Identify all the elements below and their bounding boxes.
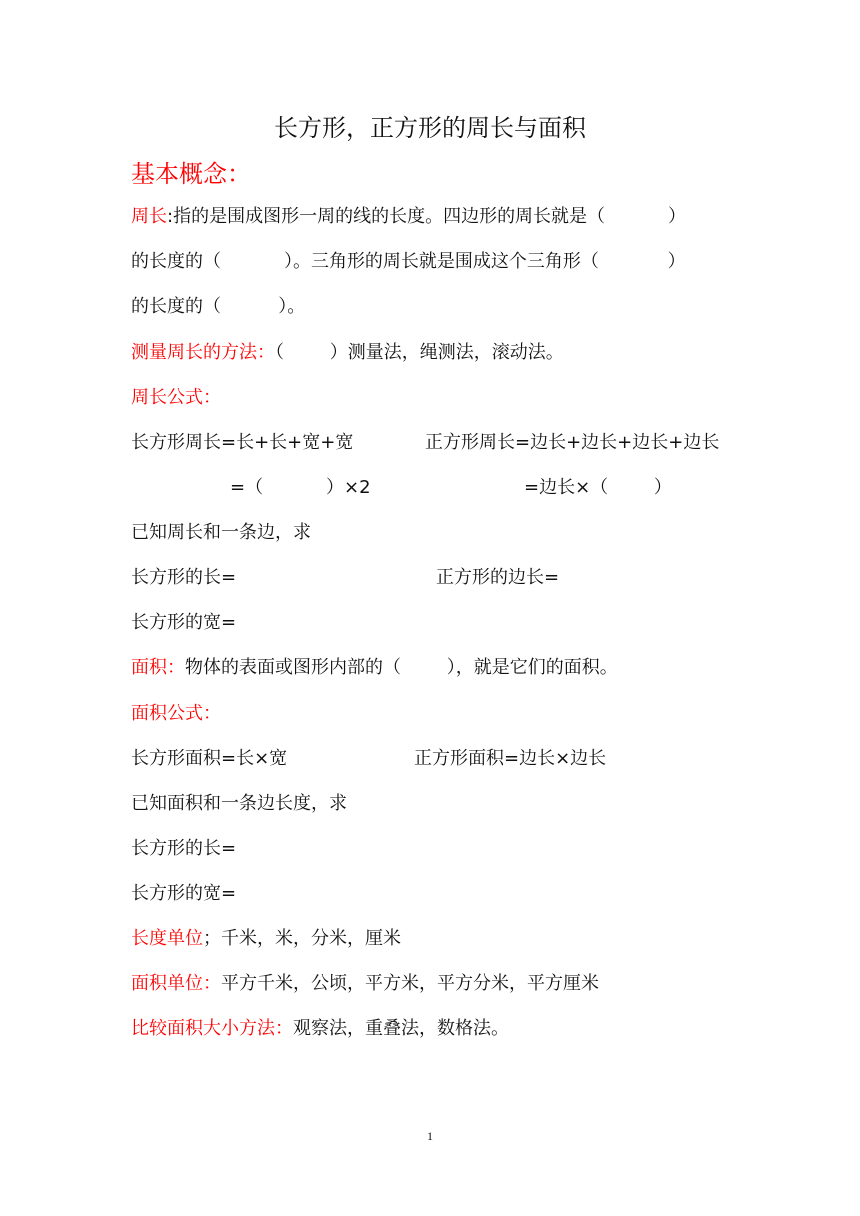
rect-area-formula: 长方形面积=长×宽 xyxy=(131,748,288,769)
rect-perimeter-simplified: =（ ）×2 xyxy=(230,477,371,498)
measure-method-line xyxy=(131,341,564,365)
length-units-label: 长度单位 xyxy=(131,928,203,949)
perimeter-definition-line-1 xyxy=(131,205,686,229)
rect-perimeter-formula: 长方形周长=长+长+宽+宽 xyxy=(131,432,354,453)
square-side-from-perimeter: 正方形的边长= xyxy=(436,567,560,588)
area-definition-text: 物体的表面或图形内部的（ ），就是它们的面积。 xyxy=(185,657,618,678)
square-perimeter-formula: 正方形周长=边长+边长+边长+边长 xyxy=(425,432,720,453)
compare-area-label: 比较面积大小方法： xyxy=(131,1018,293,1039)
area-units-text: 平方千米，公顷，平方米，平方分米，平方厘米 xyxy=(221,973,599,994)
area-definition-line xyxy=(131,656,618,680)
area-label: 面积： xyxy=(131,657,185,678)
rect-length-from-perimeter: 长方形的长= xyxy=(131,567,237,588)
perimeter-label: 周长 xyxy=(131,206,167,227)
given-perimeter-line: 已知周长和一条边，求 xyxy=(131,522,311,543)
measure-method-label: 测量周长的方法： xyxy=(131,342,275,363)
section-heading: 基本概念： xyxy=(131,160,251,188)
compare-area-line xyxy=(131,1017,509,1041)
square-perimeter-simplified: =边长×（ ） xyxy=(524,477,672,498)
rect-length-from-area: 长方形的长= xyxy=(131,838,237,859)
area-formula-label: 面积公式： xyxy=(131,703,221,724)
area-units-line xyxy=(131,972,599,996)
document-title: 长方形，正方形的周长与面积 xyxy=(274,114,586,142)
area-units-label: 面积单位： xyxy=(131,973,221,994)
perimeter-definition-line-3: 的长度的（ ）。 xyxy=(131,296,306,317)
length-units-text: ；千米，米，分米，厘米 xyxy=(203,928,401,949)
given-area-line: 已知面积和一条边长度，求 xyxy=(131,793,347,814)
perimeter-definition-line-2: 的长度的（ ）。三角形的周长就是围成这个三角形（ ） xyxy=(131,251,686,272)
perimeter-definition-text: :指的是围成图形一周的线的长度。四边形的周长就是（ ） xyxy=(167,206,687,227)
page-number: 1 xyxy=(427,1129,433,1143)
perimeter-formula-label: 周长公式： xyxy=(131,387,221,408)
length-units-line xyxy=(131,927,401,951)
rect-width-from-perimeter: 长方形的宽= xyxy=(131,612,237,633)
square-area-formula: 正方形面积=边长×边长 xyxy=(414,748,607,769)
measure-method-text: （ ）测量法，绳测法，滚动法。 xyxy=(275,342,564,363)
compare-area-text: 观察法，重叠法，数格法。 xyxy=(293,1018,509,1039)
rect-width-from-area: 长方形的宽= xyxy=(131,883,237,904)
